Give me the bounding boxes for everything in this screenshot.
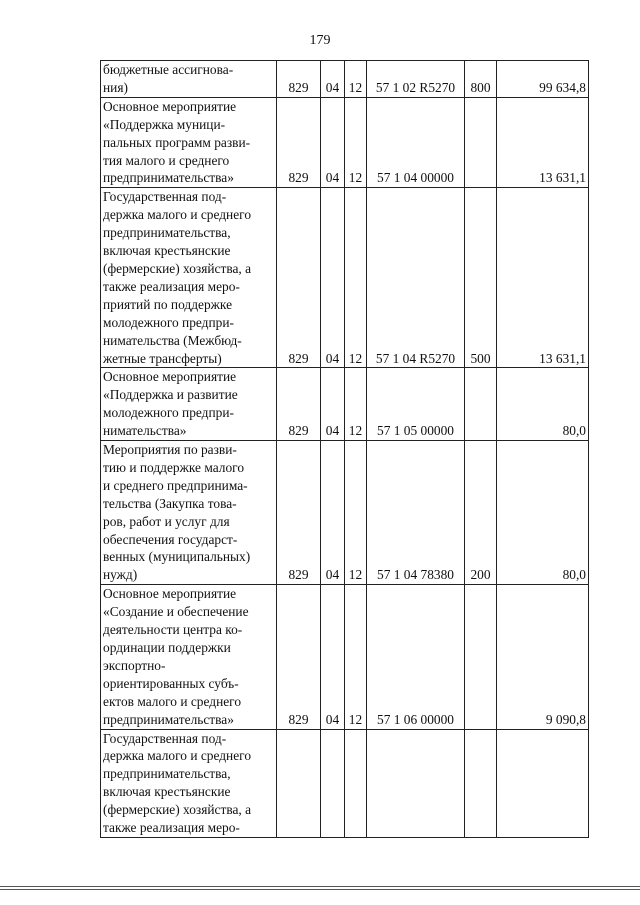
description-line: молодежного предпри- bbox=[103, 314, 234, 330]
description-cell bbox=[101, 585, 277, 729]
target-article-cell bbox=[367, 729, 465, 837]
description-line: тельства (Закупка това- bbox=[103, 495, 237, 511]
description-line: жетные трансферты) bbox=[103, 350, 222, 366]
description-line: предпринимательства» bbox=[103, 711, 234, 727]
bottom-rule-2 bbox=[0, 889, 640, 890]
description-line: «Поддержка муници- bbox=[103, 116, 226, 132]
description-cell bbox=[101, 729, 277, 837]
description-line: «Создание и обеспечение bbox=[103, 604, 249, 620]
description-line: экспортно- bbox=[103, 657, 166, 673]
description-line: предпринимательства, bbox=[103, 766, 231, 782]
expense-type-cell bbox=[465, 585, 497, 729]
ministry-code-cell: 829 bbox=[277, 188, 321, 368]
subsection-code-cell: 12 bbox=[345, 188, 367, 368]
section-code-cell: 04 bbox=[321, 441, 345, 585]
description-line: Мероприятия по разви- bbox=[103, 442, 237, 458]
description-line: ния) bbox=[103, 79, 128, 95]
expense-type-cell: 200 bbox=[465, 441, 497, 585]
expense-type-cell bbox=[465, 729, 497, 837]
description-line: тия малого и среднего bbox=[103, 152, 230, 168]
expense-type-cell: 500 bbox=[465, 188, 497, 368]
table-row bbox=[101, 368, 589, 441]
section-code-cell bbox=[321, 729, 345, 837]
bottom-rule bbox=[0, 886, 640, 887]
description-line: Основное мероприятие bbox=[103, 369, 237, 385]
description-line: ектов малого и среднего bbox=[103, 693, 242, 709]
description-cell bbox=[101, 441, 277, 585]
target-article-cell: 57 1 04 R5270 bbox=[367, 188, 465, 368]
description-line: предпринимательства» bbox=[103, 170, 234, 186]
description-line: Основное мероприятие bbox=[103, 586, 237, 602]
description-line: предпринимательства, bbox=[103, 225, 231, 241]
description-line: приятий по поддержке bbox=[103, 296, 233, 312]
table-row bbox=[101, 729, 589, 837]
description-line: и среднего предпринима- bbox=[103, 477, 248, 493]
description-cell bbox=[101, 188, 277, 368]
table-row bbox=[101, 61, 589, 98]
description-line: обеспечения государст- bbox=[103, 531, 238, 547]
amount-cell: 13 631,1 bbox=[497, 97, 589, 188]
ministry-code-cell bbox=[277, 729, 321, 837]
subsection-code-cell: 12 bbox=[345, 585, 367, 729]
description-line: Государственная под- bbox=[103, 189, 227, 205]
description-line: бюджетные ассигнова- bbox=[103, 62, 234, 77]
budget-table bbox=[100, 60, 589, 838]
section-code-cell: 04 bbox=[321, 188, 345, 368]
target-article-cell: 57 1 04 78380 bbox=[367, 441, 465, 585]
target-article-cell: 57 1 02 R5270 bbox=[367, 61, 465, 98]
description-line: Государственная под- bbox=[103, 730, 227, 746]
amount-cell: 80,0 bbox=[497, 441, 589, 585]
description-line: молодежного предпри- bbox=[103, 405, 234, 421]
section-code-cell: 04 bbox=[321, 585, 345, 729]
expense-type-cell bbox=[465, 368, 497, 441]
description-cell bbox=[101, 368, 277, 441]
table-row bbox=[101, 441, 589, 585]
subsection-code-cell: 12 bbox=[345, 368, 367, 441]
subsection-code-cell: 12 bbox=[345, 97, 367, 188]
description-line: пальных программ разви- bbox=[103, 134, 251, 150]
description-line: Основное мероприятие bbox=[103, 98, 237, 114]
table-row bbox=[101, 585, 589, 729]
description-cell bbox=[101, 97, 277, 188]
subsection-code-cell: 12 bbox=[345, 61, 367, 98]
description-line: держка малого и среднего bbox=[103, 207, 252, 223]
amount-cell bbox=[497, 729, 589, 837]
description-line: держка малого и среднего bbox=[103, 748, 252, 764]
description-cell bbox=[101, 61, 277, 98]
amount-cell: 99 634,8 bbox=[497, 61, 589, 98]
target-article-cell: 57 1 06 00000 bbox=[367, 585, 465, 729]
description-line: включая крестьянские bbox=[103, 243, 231, 259]
description-line: ров, работ и услуг для bbox=[103, 513, 230, 529]
expense-type-cell bbox=[465, 97, 497, 188]
description-line: (фермерские) хозяйства, а bbox=[103, 260, 252, 276]
amount-cell: 9 090,8 bbox=[497, 585, 589, 729]
ministry-code-cell: 829 bbox=[277, 585, 321, 729]
amount-cell: 80,0 bbox=[497, 368, 589, 441]
description-line: нимательства» bbox=[103, 423, 187, 439]
description-line: также реализация меро- bbox=[103, 278, 240, 294]
description-line: (фермерские) хозяйства, а bbox=[103, 802, 252, 818]
section-code-cell: 04 bbox=[321, 61, 345, 98]
table-row bbox=[101, 188, 589, 368]
target-article-cell: 57 1 05 00000 bbox=[367, 368, 465, 441]
target-article-cell: 57 1 04 00000 bbox=[367, 97, 465, 188]
ministry-code-cell: 829 bbox=[277, 97, 321, 188]
description-line: деятельности центра ко- bbox=[103, 622, 243, 638]
ministry-code-cell: 829 bbox=[277, 61, 321, 98]
page-number: 179 bbox=[309, 33, 331, 48]
description-line: нужд) bbox=[103, 567, 138, 583]
description-line: также реализация меро- bbox=[103, 820, 240, 836]
description-line: включая крестьянские bbox=[103, 784, 231, 800]
section-code-cell: 04 bbox=[321, 97, 345, 188]
expense-type-cell: 800 bbox=[465, 61, 497, 98]
ministry-code-cell: 829 bbox=[277, 441, 321, 585]
subsection-code-cell: 12 bbox=[345, 441, 367, 585]
description-line: тию и поддержке малого bbox=[103, 459, 245, 475]
description-line: венных (муниципальных) bbox=[103, 549, 251, 565]
section-code-cell: 04 bbox=[321, 368, 345, 441]
table-row bbox=[101, 97, 589, 188]
description-line: ориентированных субъ- bbox=[103, 675, 239, 691]
amount-cell: 13 631,1 bbox=[497, 188, 589, 368]
subsection-code-cell bbox=[345, 729, 367, 837]
description-line: ординации поддержки bbox=[103, 640, 231, 655]
description-line: нимательства (Межбюд- bbox=[103, 332, 242, 348]
description-line: «Поддержка и развитие bbox=[103, 387, 238, 403]
ministry-code-cell: 829 bbox=[277, 368, 321, 441]
